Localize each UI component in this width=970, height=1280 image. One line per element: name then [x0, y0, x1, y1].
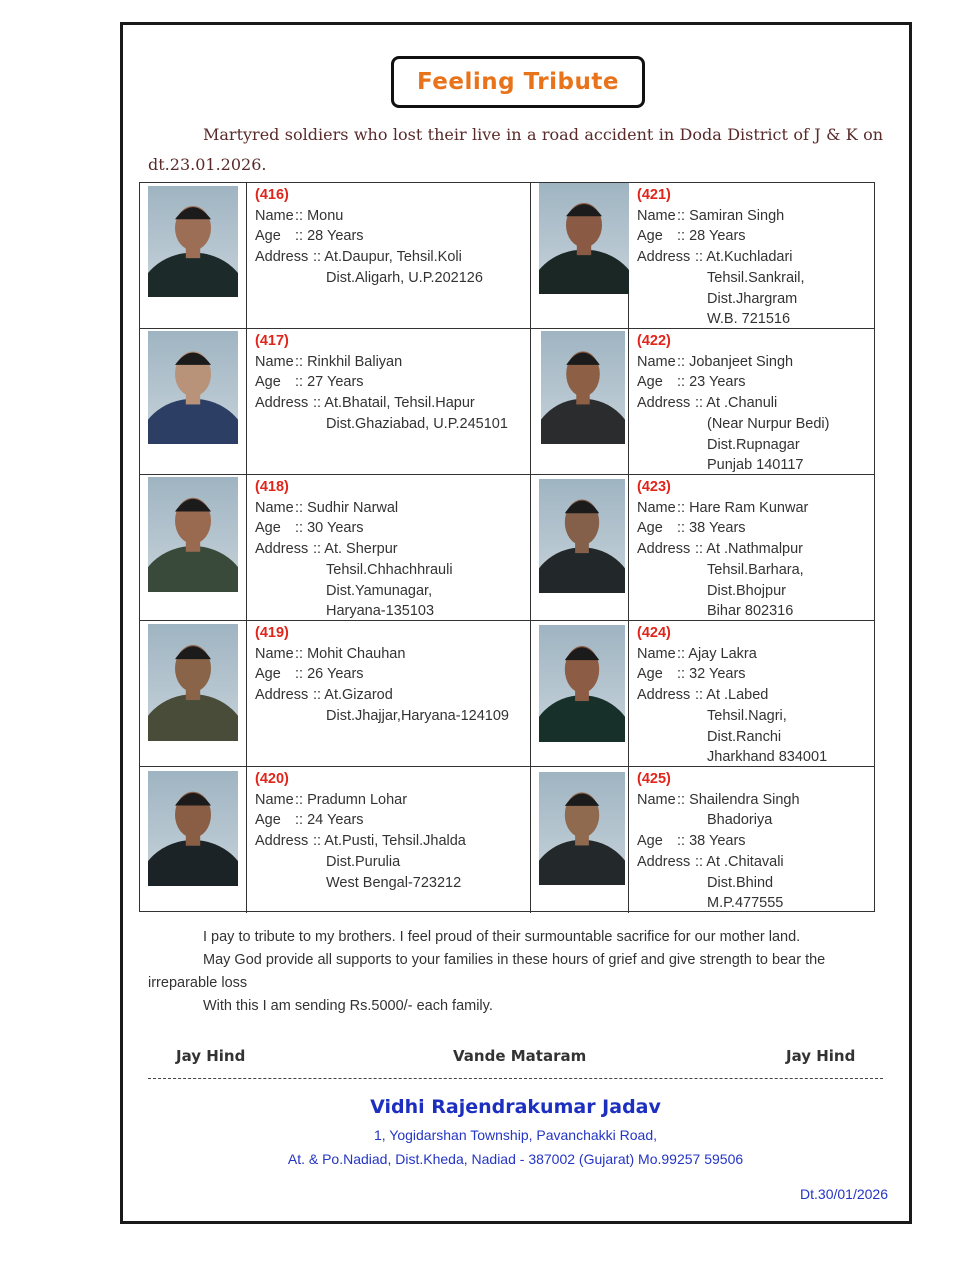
soldier-info-cell — [247, 621, 531, 766]
soldier-info-line — [637, 206, 805, 227]
soldier-info-line — [637, 414, 830, 435]
field-value: Dist.Ranchi — [707, 728, 782, 745]
field-value: :: 32 Years — [677, 666, 746, 683]
field-label: Address — [637, 541, 691, 558]
field-value: Tehsil.Sankrail, — [707, 269, 805, 286]
soldier-number: (416) — [255, 187, 289, 203]
soldier-photo — [148, 624, 238, 741]
field-label: Age — [637, 228, 663, 245]
field-value: :: 38 Years — [677, 520, 746, 537]
field-value: :: Shailendra Singh — [677, 791, 800, 808]
soldier-info-line — [255, 664, 509, 685]
field-value: Bihar 802316 — [707, 603, 794, 620]
soldier-info-cell — [247, 183, 531, 328]
field-label: Age — [637, 666, 663, 683]
field-value: :: 24 Years — [295, 812, 364, 829]
field-label: Name — [637, 207, 676, 224]
field-value: :: 26 Years — [295, 666, 364, 683]
field-value: (Near Nurpur Bedi) — [707, 415, 830, 432]
soldier-number: (424) — [637, 625, 671, 641]
intro-text: Martyred soldiers who lost their live in a road accident in Doda District of J & K on dt.23.01.2026. — [148, 125, 883, 174]
field-label: Name — [255, 499, 294, 516]
field-value: Dist.Bhojpur — [707, 582, 786, 599]
soldier-info-line — [637, 790, 800, 811]
field-value: Haryana-135103 — [326, 603, 435, 620]
table-row — [140, 183, 874, 329]
field-value: Tehsil.Nagri, — [707, 707, 787, 724]
soldier-photo — [539, 479, 625, 593]
soldier-info-line — [637, 289, 805, 310]
field-label: Address — [255, 249, 309, 266]
field-value: :: Mohit Chauhan — [295, 645, 406, 662]
field-label: Name — [637, 353, 676, 370]
table-row — [140, 621, 874, 767]
field-value: Dist.Purulia — [326, 853, 401, 870]
field-value: Dist.Jhargram — [707, 290, 798, 307]
soldier-number: (425) — [637, 771, 671, 787]
field-label: Address — [255, 395, 309, 412]
signature-address-line-2: At. & Po.Nadiad, Dist.Kheda, Nadiad - 387002 (Gujarat) Mo.99257 59506 — [287, 1151, 744, 1167]
soldier-info-line — [637, 873, 800, 894]
soldier-info-line — [637, 893, 800, 914]
soldier-info-line — [255, 393, 508, 414]
field-value: :: 28 Years — [295, 228, 364, 245]
photo-cell — [531, 767, 629, 913]
field-label: Name — [637, 645, 676, 662]
field-value: :: Monu — [295, 207, 344, 224]
field-label: Address — [255, 541, 309, 558]
soldier-number: (418) — [255, 479, 289, 495]
field-label: Age — [255, 228, 281, 245]
soldier-info-line — [255, 372, 508, 393]
divider — [148, 1078, 883, 1079]
soldier-info-line — [255, 852, 466, 873]
photo-cell — [531, 621, 629, 766]
field-label: Address — [637, 395, 691, 412]
soldier-info-cell — [629, 621, 874, 766]
soldier-info-line — [637, 727, 827, 748]
soldiers-table — [139, 182, 875, 912]
soldier-info-line — [637, 455, 830, 476]
closing-text — [148, 926, 893, 1018]
field-value: :: At.Gizarod — [313, 687, 393, 704]
soldier-info-cell — [247, 767, 531, 913]
field-value: :: At .Nathmalpur — [695, 541, 803, 558]
soldier-photo — [539, 772, 625, 885]
soldier-number: (419) — [255, 625, 289, 641]
soldier-info-line — [255, 352, 508, 373]
field-label: Age — [255, 666, 281, 683]
field-value: :: Pradumn Lohar — [295, 791, 408, 808]
field-value: Jharkhand 834001 — [707, 749, 828, 766]
soldier-info-line — [255, 685, 509, 706]
soldier-photo — [148, 186, 238, 297]
soldier-info-line — [255, 706, 509, 727]
field-value: :: Jobanjeet Singh — [677, 353, 794, 370]
soldier-info-line — [255, 206, 483, 227]
soldier-info-cell — [247, 475, 531, 620]
field-value: :: 27 Years — [295, 374, 364, 391]
soldier-info-line — [637, 435, 830, 456]
field-value: W.B. 721516 — [707, 311, 791, 328]
soldier-info-line — [637, 247, 805, 268]
field-value: Tehsil.Chhachhrauli — [326, 561, 453, 578]
soldier-photo — [148, 331, 238, 444]
photo-cell — [140, 329, 247, 474]
field-value: Dist.Rupnagar — [707, 436, 800, 453]
soldier-info-line — [637, 226, 805, 247]
field-label: Age — [637, 374, 663, 391]
photo-cell — [531, 183, 629, 328]
soldier-info-line — [637, 539, 808, 560]
field-label: Name — [255, 791, 294, 808]
field-value: M.P.477555 — [707, 895, 784, 912]
soldier-info-line — [255, 247, 483, 268]
soldier-info-line — [637, 810, 800, 831]
soldier-info-line — [637, 601, 808, 622]
soldier-info-cell — [629, 329, 874, 474]
soldier-info-line — [255, 810, 466, 831]
field-value: Tehsil.Barhara, — [707, 561, 804, 578]
field-value: :: Sudhir Narwal — [295, 499, 399, 516]
field-label: Name — [637, 499, 676, 516]
soldier-info-line — [637, 372, 830, 393]
soldier-info-line — [637, 352, 830, 373]
field-label: Name — [255, 645, 294, 662]
field-label: Age — [255, 374, 281, 391]
field-label: Address — [255, 833, 309, 850]
soldier-photo — [148, 771, 238, 886]
soldier-info-line — [637, 518, 808, 539]
field-value: Dist.Aligarh, U.P.202126 — [326, 269, 483, 286]
field-value: Dist.Yamunagar, — [326, 582, 433, 599]
soldier-info-line — [637, 664, 827, 685]
soldier-info-line — [255, 790, 466, 811]
signature-address-line-1: 1, Yogidarshan Township, Pavanchakki Road, — [373, 1127, 658, 1143]
field-value: :: Hare Ram Kunwar — [677, 499, 809, 516]
soldier-photo — [539, 183, 629, 294]
field-value: :: At.Kuchladari — [695, 249, 793, 266]
closing-paragraph-2: May God provide all supports to your families in these hours of grief and give strength to bear the irreparable loss — [148, 952, 826, 991]
signature-name: Vidhi Rajendrakumar Jadav — [370, 1096, 661, 1118]
soldier-info-line — [255, 539, 453, 560]
slogan-left: Jay Hind — [176, 1047, 246, 1065]
table-row — [140, 767, 874, 913]
field-value: :: At. Sherpur — [313, 541, 398, 558]
field-label: Name — [255, 207, 294, 224]
soldier-info-line — [637, 393, 830, 414]
signature-date: Dt.30/01/2026 — [800, 1186, 888, 1202]
soldier-photo — [148, 477, 238, 592]
closing-paragraph-1: I pay to tribute to my brothers. I feel proud of their surmountable sacrifice for our mother land. — [203, 929, 801, 945]
field-value: Punjab 140117 — [707, 457, 804, 474]
soldier-info-line — [637, 831, 800, 852]
field-value: :: At.Pusti, Tehsil.Jhalda — [313, 833, 466, 850]
field-value: :: 38 Years — [677, 833, 746, 850]
photo-cell — [531, 475, 629, 620]
field-value: Dist.Bhind — [707, 874, 774, 891]
field-value: :: 28 Years — [677, 228, 746, 245]
soldier-info-line — [637, 644, 827, 665]
field-label: Name — [255, 353, 294, 370]
field-value: Dist.Jhajjar,Haryana-124109 — [326, 707, 509, 724]
field-value: :: 23 Years — [677, 374, 746, 391]
soldier-number: (423) — [637, 479, 671, 495]
soldier-info-line — [637, 685, 827, 706]
soldier-number: (421) — [637, 187, 671, 203]
field-value: West Bengal-723212 — [326, 874, 462, 891]
field-label: Age — [637, 520, 663, 537]
soldier-info-line — [255, 581, 453, 602]
soldier-info-line — [637, 309, 805, 330]
field-label: Address — [637, 249, 691, 266]
field-value: :: Samiran Singh — [677, 207, 785, 224]
soldier-info-cell — [629, 183, 874, 328]
field-value: :: Ajay Lakra — [677, 645, 757, 662]
soldier-info-line — [637, 560, 808, 581]
photo-cell — [140, 475, 247, 620]
soldier-info-line — [255, 601, 453, 622]
soldier-info-line — [637, 747, 827, 768]
closing-paragraph-3: With this I am sending Rs.5000/- each family. — [203, 998, 493, 1014]
soldier-info-cell — [629, 767, 874, 913]
soldier-number: (417) — [255, 333, 289, 349]
soldier-info-cell — [629, 475, 874, 620]
field-label: Age — [255, 812, 281, 829]
field-label: Address — [637, 687, 691, 704]
photo-cell — [140, 767, 247, 913]
slogan-right: Jay Hind — [786, 1047, 856, 1065]
field-label: Age — [637, 833, 663, 850]
table-row — [140, 329, 874, 475]
soldier-info-line — [637, 581, 808, 602]
field-value: :: At .Labed — [695, 687, 769, 704]
photo-cell — [140, 621, 247, 766]
soldier-photo — [541, 331, 625, 444]
photo-cell — [140, 183, 247, 328]
soldier-info-cell — [247, 329, 531, 474]
soldier-info-line — [255, 498, 453, 519]
field-label: Address — [637, 853, 691, 870]
soldier-info-line — [637, 268, 805, 289]
field-value: :: 30 Years — [295, 520, 364, 537]
soldier-info-line — [255, 518, 453, 539]
field-value: :: Rinkhil Baliyan — [295, 353, 403, 370]
photo-cell — [531, 329, 629, 474]
field-value: Bhadoriya — [707, 812, 773, 829]
field-value: :: At .Chitavali — [695, 853, 784, 870]
soldier-info-line — [255, 268, 483, 289]
soldier-number: (420) — [255, 771, 289, 787]
soldier-info-line — [255, 644, 509, 665]
field-label: Age — [255, 520, 281, 537]
table-row — [140, 475, 874, 621]
field-value: :: At.Daupur, Tehsil.Koli — [313, 249, 462, 266]
soldier-info-line — [637, 706, 827, 727]
page-title: Feeling Tribute — [391, 56, 645, 108]
soldier-photo — [539, 625, 625, 742]
soldier-info-line — [255, 226, 483, 247]
field-label: Name — [637, 791, 676, 808]
soldier-number: (422) — [637, 333, 671, 349]
field-value: :: At .Chanuli — [695, 395, 778, 412]
soldier-info-line — [255, 560, 453, 581]
soldier-info-line — [637, 852, 800, 873]
soldier-info-line — [637, 498, 808, 519]
field-label: Address — [255, 687, 309, 704]
soldier-info-line — [255, 831, 466, 852]
field-value: Dist.Ghaziabad, U.P.245101 — [326, 415, 508, 432]
slogan-center: Vande Mataram — [453, 1047, 587, 1065]
field-value: :: At.Bhatail, Tehsil.Hapur — [313, 395, 475, 412]
soldier-info-line — [255, 414, 508, 435]
soldier-info-line — [255, 873, 466, 894]
